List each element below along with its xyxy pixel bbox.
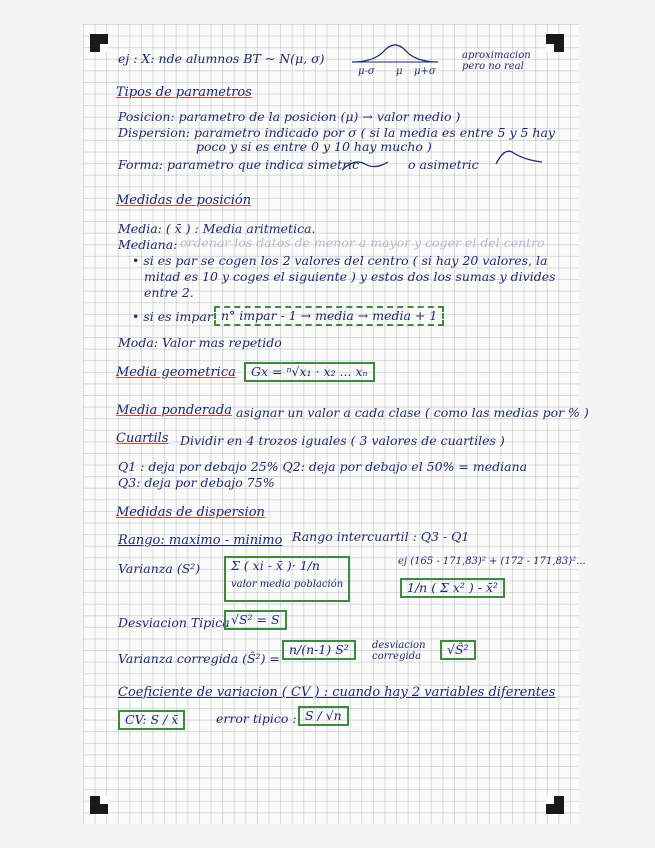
axis-label-mu-minus-sigma: μ-σ <box>358 66 375 77</box>
corner-marker-bottom-right <box>546 796 564 814</box>
error-tipico-label: error tipico : <box>216 711 297 726</box>
mediana-label: Mediana: <box>118 237 178 252</box>
varianza-formula-sub: valor media población <box>231 579 344 590</box>
varianza-corregida-label: Varianza corregida (Ŝ²) = <box>118 651 280 666</box>
geometric-formula-box: Gx = ⁿ√x₁ · x₂ ... xₙ <box>244 362 375 382</box>
cv-formula-box: CV: S / x̄ <box>118 710 185 730</box>
coeficiente-variacion-line: Coeficiente de variacion ( CV ) : cuando hay 2 variables diferentes <box>118 685 556 700</box>
mediana-par-1: • si es par se cogen los 2 valores del centro ( si hay 20 valores, la <box>132 253 548 268</box>
corner-marker-bottom-left <box>90 796 108 814</box>
forma-line: Forma: parametro que indica simetric <box>118 157 360 172</box>
heading-medidas-posicion: Medidas de posición <box>116 193 252 208</box>
heading-media-geometrica: Media geometrica <box>116 365 236 380</box>
desviacion-tipica-label: Desviacion Tipica <box>118 615 230 630</box>
corner-marker-top-left <box>90 34 108 52</box>
error-tipico-box: S / √n <box>298 706 349 726</box>
dispersion-line-2: poco y si es entre 0 y 10 hay mucho ) <box>196 139 432 154</box>
desviacion-tipica-box: √S² = S <box>224 610 287 630</box>
example-line: ej : X: nde alumnos BT ~ N(μ, σ) <box>118 51 325 66</box>
desviacion-corregida-label: desviacion corregida <box>372 640 426 662</box>
corner-marker-top-right <box>546 34 564 52</box>
cuartiles-text: Dividir en 4 trozos iguales ( 3 valores de cuartiles ) <box>180 433 505 448</box>
mediana-impar-box: n° impar - 1 → media → media + 1 <box>214 306 444 326</box>
approximation-note: aproximacion pero no real <box>462 50 531 72</box>
varianza-example: ej (165 - 171,83)² + (172 - 171,83)²... <box>398 556 586 567</box>
varianza-alt-formula-box: 1/n ( Σ x² ) - x̄² <box>400 578 505 598</box>
heading-medidas-dispersion: Medidas de dispersion <box>116 505 265 520</box>
varianza-label: Varianza (S²) <box>118 561 201 576</box>
symmetric-curve-sketch <box>340 156 390 174</box>
axis-label-mu: μ <box>396 66 403 77</box>
mediana-par-2: mitad es 10 y coges el siguiente ) y estos dos los sumas y divides <box>144 269 556 284</box>
axis-label-mu-plus-sigma: μ+σ <box>414 66 436 77</box>
asymmetric-curve-sketch <box>494 146 544 168</box>
rango-intercuartil: Rango intercuartil : Q3 - Q1 <box>292 529 470 544</box>
ponderada-text: asignar un valor a cada clase ( como las medias por % ) <box>236 405 589 420</box>
mediana-impar: • si es impar <box>132 309 213 324</box>
varianza-formula: Σ ( xi - x̄ )· 1/n <box>231 558 320 573</box>
varianza-formula-box <box>224 556 350 602</box>
desviacion-corregida-box: √Ŝ² <box>440 640 476 660</box>
moda-line: Moda: Valor mas repetido <box>118 335 282 350</box>
mediana-faint-text: ordenar los datos de menor a mayor y coger el del centro <box>180 235 545 250</box>
heading-cuartiles: Cuartils <box>116 431 169 446</box>
heading-media-ponderada: Media ponderada <box>116 403 232 418</box>
mediana-par-3: entre 2. <box>144 285 194 300</box>
varianza-corregida-box: n/(n-1) S² <box>282 640 356 660</box>
q1-line: Q1 : deja por debajo 25% Q2: deja por debajo el 50% = mediana <box>118 459 528 474</box>
rango-line: Rango: maximo - minimo <box>118 533 283 548</box>
q3-line: Q3: deja por debajo 75% <box>118 475 275 490</box>
forma-asimetric: o asimetric <box>408 157 479 172</box>
media-line: Media: ( x̄ ) : Media aritmetica. <box>118 221 316 236</box>
dispersion-line: Dispersion: parametro indicado por σ ( si la media es entre 5 y 5 hay <box>118 125 555 140</box>
heading-tipos-parametros: Tipos de parametros <box>116 85 252 100</box>
posicion-line: Posicion: parametro de la posicion (μ) → valor medio ) <box>118 109 461 124</box>
